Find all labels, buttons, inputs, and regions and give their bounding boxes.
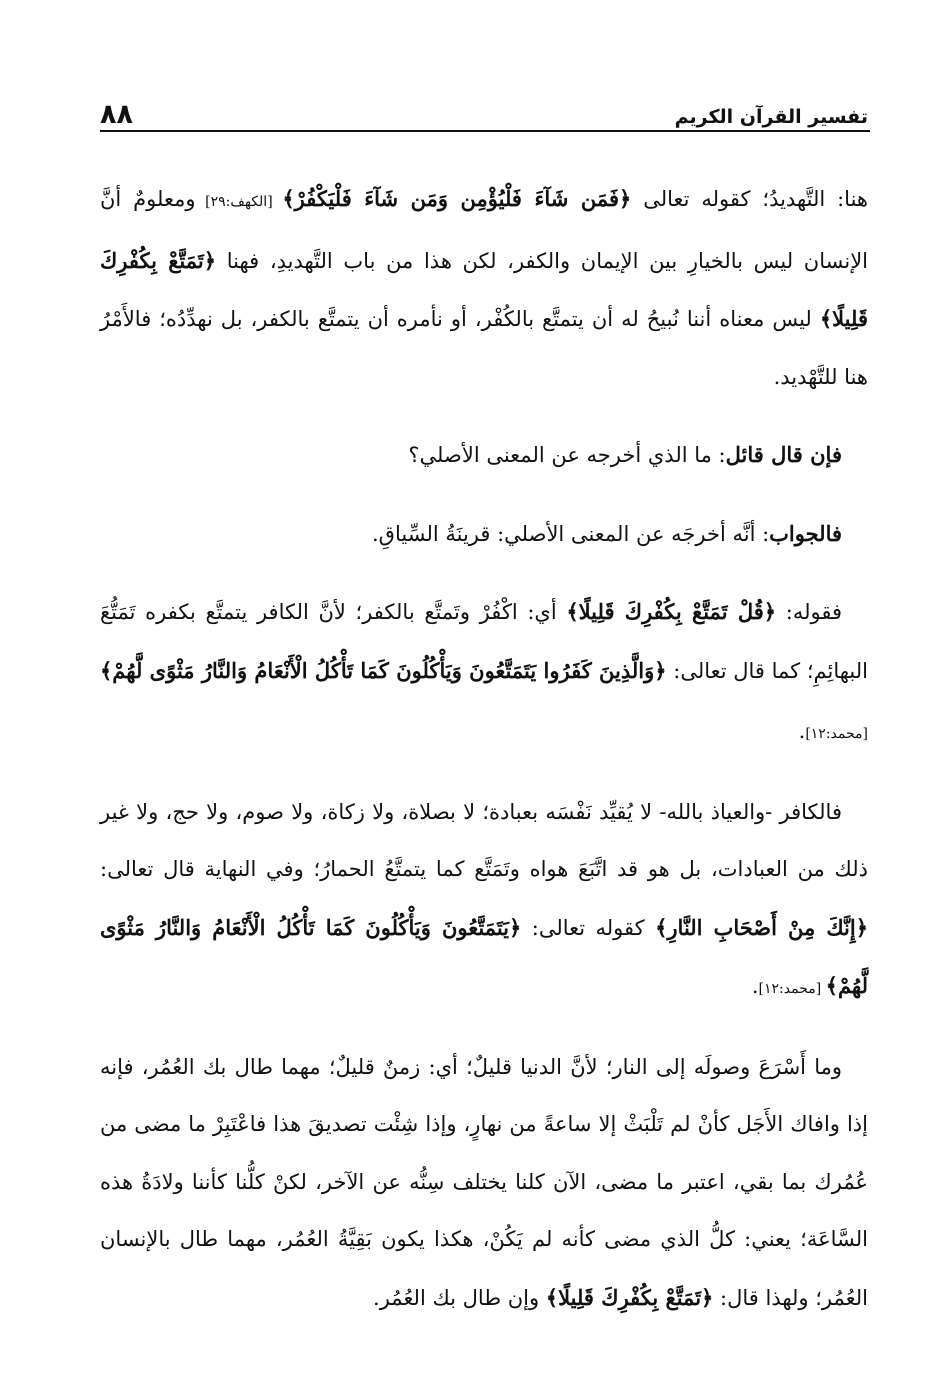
quran-verse: ﴿تَمَتَّعْ بِكُفْرِكَ قَلِيلًا﴾ [100,247,868,331]
paragraph-answer: فالجواب: أنَّه أخرجَه عن المعنى الأصلي: قرينَةُ السِّياقِ. [372,520,842,546]
quran-verse: ﴿يَتَمَتَّعُونَ وَيَأْكُلُونَ كَمَا تَأْكُلُ الْأَنْعَامُ وَالنَّارُ مَثْوًى لَّهُمْ﴾ [100,914,868,998]
verse-reference: [محمد:١٢] [805,726,868,742]
page-body [100,170,868,1347]
page-header [100,96,868,130]
quran-verse: ﴿وَالَّذِينَ كَفَرُوا يَتَمَتَّعُونَ وَيَأْكُلُونَ كَمَا تَأْكُلُ الْأَنْعَامُ وَالنَّارُ مَثْوًى لَّهُمْ﴾ [100,657,667,683]
paragraph-enjoy-disbelief: فقوله: ﴿قُلْ تَمَتَّعْ بِكُفْرِكَ قَلِيلًا﴾ أي: اكْفُرْ وتَمتَّع بالكفر؛ لأنَّ الكافر يتمتَّع بكفره تَمَتُّعَ البهائِمِ؛ كما قال تعالى: ﴿وَالَّذِينَ كَفَرُوا يَتَمَتَّعُونَ وَيَأْكُلُونَ كَمَا تَأْكُلُ الْأَنْعَامُ وَالنَّارُ مَثْوًى لَّهُمْ﴾ [محمد:١٢]. [100,599,868,743]
verse-reference: [الكهف:٢٩] [195,194,283,210]
quran-verse: ﴿فَمَن شَآءَ فَلْيُؤْمِن وَمَن شَآءَ فَلْيَكْفُرْ﴾ [282,186,632,211]
page-number: ٨٨ [100,99,133,130]
quran-verse: ﴿تَمَتَّعْ بِكُفْرِكَ قَلِيلًا﴾ [545,1284,714,1310]
paragraph-threat-explanation: هنا: التَّهديدُ؛ كقوله تعالى ﴿فَمَن شَآءَ فَلْيُؤْمِن وَمَن شَآءَ فَلْيَكْفُرْ﴾ [الكهف:٢٩] ومعلومٌ أنَّ الإنسان ليس بالخيارِ بين الإيمان والكفر، لكن هذا من باب التَّهديدِ، فهنا ﴿تَمَتَّعْ بِكُفْرِكَ قَلِيلًا﴾ ليس معناه أننا نُبيحُ له أن يتمتَّع بالكُفْر، أو نأمره أن يتمتَّع بالكفر، بل نهدِّدُه؛ فالأَمْرُ هنا للتَّهْديد. [100,186,869,389]
paragraph-brevity-of-life: وما أَسْرَعَ وصولَه إلى النار؛ لأنَّ الدنيا قليلٌ؛ أي: زمنٌ قليلٌ؛ مهما طال بك العُمُر، فإنه إذا وافاك الأَجَل كأنْ لم تَلْبَثْ إلا ساعةً من نهارٍ، وإذا شِئْت تصديقَ هذا فاعْتَبِرْ ما مضى من عُمُرك بما بقي، اعتبر ما مضى، الآن كلنا يختلف سِنُّه عن الآخر، لكنْ كلُّنا كأننا ولادَةُ هذه السَّاعَة؛ يعني: كلُّ الذي مضى كأنه لم يَكُنْ، هكذا يكون بَقِيَّةُ العُمُر، مهما طال بالإنسان العُمُر؛ ولهذا قال: ﴿تَمَتَّعْ بِكُفْرِكَ قَلِيلًا﴾ وإن طال بك العُمُر. [100,1054,868,1310]
verse-reference: [محمد:١٢] [758,981,826,997]
quran-verse: ﴿إِنَّكَ مِنْ أَصْحَابِ النَّارِ﴾ [655,914,868,940]
paragraph-question: فإن قال قائل: ما الذي أخرجه عن المعنى الأصلي؟ [408,442,842,467]
paragraph-disbeliever: فالكافر -والعياذ بالله- لا يُقيِّد نَفْسَه بعبادة؛ لا بصلاة، ولا زكاة، ولا صوم، ولا حج، ولا غير ذلك من العبادات، بل هو قد اتَّبَعَ هواه وتَمَتَّع كما يتمتَّعُ الحمارُ؛ وفي النهاية قال تعالى: ﴿إِنَّكَ مِنْ أَصْحَابِ النَّارِ﴾ كقوله تعالى: ﴿يَتَمَتَّعُونَ وَيَأْكُلُونَ كَمَا تَأْكُلُ الْأَنْعَامُ وَالنَّارُ مَثْوًى لَّهُمْ﴾ [محمد:١٢]. [100,799,868,998]
answer-label: فالجواب [769,520,842,546]
question-label: فإن قال قائل [725,442,842,467]
running-title: تفسير القرآن الكريم [674,106,868,128]
quran-verse: ﴿قُلْ تَمَتَّعْ بِكُفْرِكَ قَلِيلًا﴾ [566,599,777,624]
header-divider [100,130,870,132]
